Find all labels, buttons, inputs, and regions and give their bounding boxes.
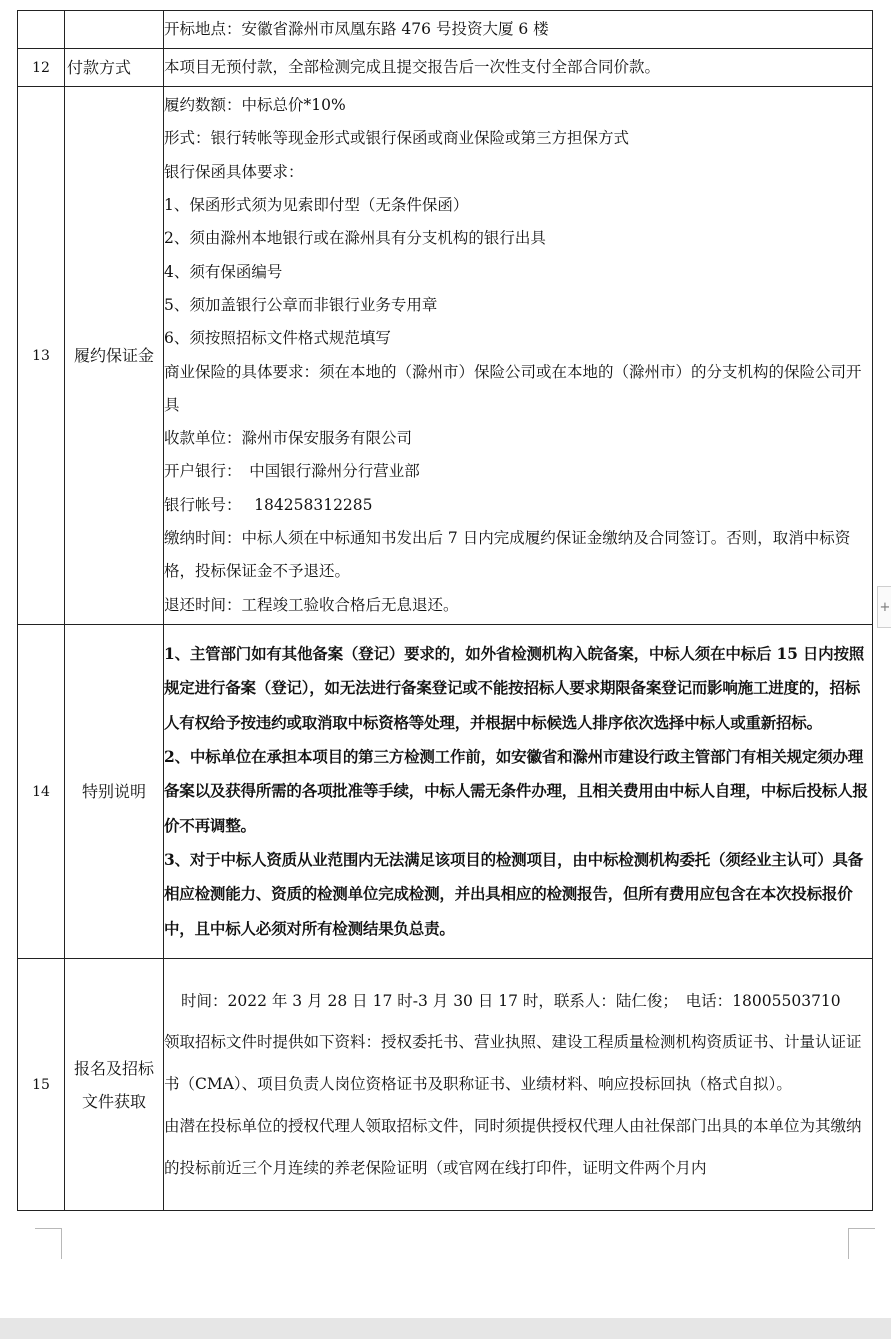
text-line: 商业保险的具体要求：须在本地的（滁州市）保险公司或在本地的（滁州市）的分支机构的保险公司开具 [164, 362, 862, 414]
page-gap [0, 1318, 891, 1339]
paragraph: 3、对于中标人资质从业范围内无法满足该项目的检测项目，由中标检测机构委托（须经业主认可）具备相应检测能力、资质的检测单位完成检测，并出具相应的检测报告，但所有费用应包含在本次投标报价中，且中标人必须对所有检测结果负总责。 [164, 849, 864, 938]
opening-location: 开标地点：安徽省滁州市凤凰东路 476 号投资大厦 6 楼 [164, 11, 873, 49]
table-row [18, 959, 873, 1211]
text-line: 缴纳时间：中标人须在中标通知书发出后 7 日内完成履约保证金缴纳及合同签订。否则，取消中标资格，投标保证金不予退还。 [164, 528, 851, 581]
registration-content [164, 959, 873, 1211]
row-number-cell [18, 11, 65, 49]
text-line: 退还时间：工程竣工验收合格后无息退还。 [164, 595, 459, 614]
text-line: 5、须加盖银行公章而非银行业务专用章 [164, 295, 438, 314]
text-line: 履约数额：中标总价*10% [164, 96, 346, 115]
item-label-line: 文件获取 [81, 1091, 146, 1111]
item-label: 付款方式 [65, 49, 164, 87]
page-corner-mark [848, 1228, 875, 1259]
performance-bond-content [164, 87, 873, 625]
expand-icon[interactable]: + [877, 586, 891, 628]
special-notes-content [164, 625, 873, 959]
payment-method-text: 本项目无预付款，全部检测完成且提交报告后一次性支付全部合同价款。 [164, 49, 873, 87]
table-row [18, 49, 873, 87]
table-row [18, 11, 873, 49]
row-number: 12 [18, 49, 65, 87]
text-line: 开户银行： 中国银行滁州分行营业部 [164, 462, 420, 481]
item-label [65, 959, 164, 1211]
text-line: 收款单位：滁州市保安服务有限公司 [164, 429, 413, 448]
paragraph: 1、主管部门如有其他备案（登记）要求的，如外省检测机构入皖备案，中标人须在中标后 15 日内按照规定进行备案（登记），如无法进行备案登记或不能按招标人要求期限备案登记而影响施工进度的，招标人有权给予按违约或取消取中标资格等处理，并根据中标候选人排序依次选择中标人或重新招标。 [164, 644, 865, 732]
row-number: 13 [18, 87, 65, 625]
item-cell [65, 11, 164, 49]
text-line: 2、须由滁州本地银行或在滁州具有分支机构的银行出具 [164, 229, 546, 248]
paragraph: 领取招标文件时提供如下资料：授权委托书、营业执照、建设工程质量检测机构资质证书、计量认证证书（CMA）、项目负责人岗位资格证书及职称证书、业绩材料、响应投标回执（格式自拟）。 [164, 1032, 862, 1093]
text-line: 4、须有保函编号 [164, 262, 283, 281]
table-row [18, 87, 873, 625]
table-row [18, 625, 873, 959]
row-number: 15 [18, 959, 65, 1211]
bid-info-table [17, 10, 873, 1211]
item-label-line: 报名及招标 [73, 1058, 154, 1078]
paragraph: 由潜在投标单位的授权代理人领取招标文件，同时须提供授权代理人由社保部门出具的本单位为其缴纳的投标前近三个月连续的养老保险证明（或官网在线打印件，证明文件两个月内 [164, 1116, 862, 1177]
paragraph: 时间：2022 年 3 月 28 日 17 时-3 月 30 日 17 时，联系人：陆仁俊； 电话：18005503710 [181, 991, 841, 1010]
paragraph: 2、中标单位在承担本项目的第三方检测工作前，如安徽省和滁州市建设行政主管部门有相关规定须办理备案以及获得所需的各项批准等手续，中标人需无条件办理，且相关费用由中标人自理，中标后投标人报价不再调整。 [164, 747, 868, 835]
item-label: 履约保证金 [65, 87, 164, 625]
text-line: 6、须按照招标文件格式规范填写 [164, 329, 391, 348]
text-line: 形式：银行转帐等现金形式或银行保函或商业保险或第三方担保方式 [164, 129, 630, 148]
text-line: 1、保函形式须为见索即付型（无条件保函） [164, 196, 469, 215]
item-label: 特别说明 [65, 625, 164, 959]
page-corner-mark [35, 1228, 62, 1259]
text-line: 银行保函具体要求： [164, 162, 304, 181]
text-line: 银行帐号： 184258312285 [164, 495, 373, 514]
row-number: 14 [18, 625, 65, 959]
